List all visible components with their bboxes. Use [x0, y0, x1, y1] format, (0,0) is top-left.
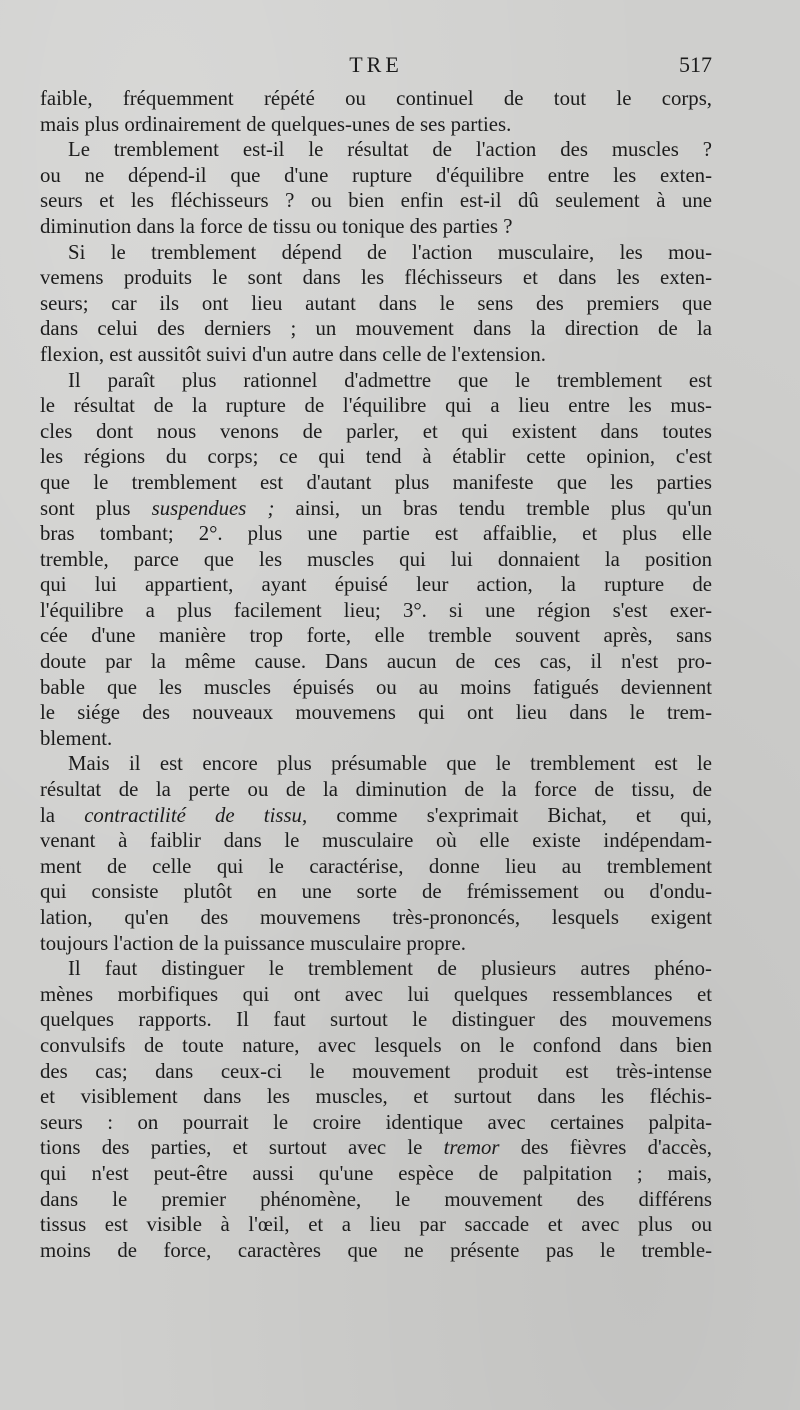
text-line: dans celui des derniers ; un mouvement dans la direction de la	[40, 317, 712, 341]
text-segment: la	[40, 803, 85, 827]
text-line: et visiblement dans les muscles, et surtout dans les fléchis-	[40, 1085, 712, 1109]
text-line: blement.	[40, 726, 113, 750]
paragraph	[40, 86, 712, 137]
text-line: des cas; dans ceux-ci le mouvement produit est très-intense	[40, 1059, 712, 1083]
text-line	[40, 1135, 712, 1161]
text-line: diminution dans la force de tissu ou tonique des parties ?	[40, 214, 513, 238]
text-segment: , comme s'exprimait Bichat, et qui,	[301, 803, 712, 827]
paragraph	[40, 751, 712, 956]
text-segment: sont plus	[40, 496, 152, 520]
text-line: tissus est visible à l'œil, et a lieu par saccade et avec plus ou	[40, 1213, 712, 1237]
text-line: mènes morbifiques qui ont avec lui quelques ressemblances et	[40, 982, 712, 1006]
text-line: les régions du corps; ce qui tend à établir cette opinion, c'est	[40, 445, 712, 469]
text-line: Il paraît plus rationnel d'admettre que le tremblement est	[68, 368, 712, 392]
text-line: ment de celle qui le caractérise, donne lieu au tremblement	[40, 854, 712, 878]
text-line: ou ne dépend-il que d'une rupture d'équilibre entre les exten-	[40, 163, 712, 187]
italic-term: suspendues ;	[151, 496, 275, 520]
text-line: tremble, parce que les muscles qui lui donnaient la position	[40, 547, 712, 571]
paragraph	[40, 137, 712, 239]
text-segment: des fièvres d'accès,	[499, 1136, 713, 1160]
text-line: le résultat de la rupture de l'équilibre qui a lieu entre les mus-	[40, 394, 712, 418]
text-line: qui consiste plutôt en une sorte de frémissement ou d'ondu-	[40, 880, 712, 904]
text-segment: tions des parties, et surtout avec le	[40, 1136, 444, 1160]
text-line: doute par la même cause. Dans aucun de ces cas, il n'est pro-	[40, 650, 712, 674]
text-line: dans le premier phénomène, le mouvement des différens	[40, 1187, 712, 1211]
text-line: cles dont nous venons de parler, et qui existent dans toutes	[40, 419, 712, 443]
text-line: venant à faiblir dans le musculaire où elle existe indépendam-	[40, 829, 712, 853]
text-line: Il faut distinguer le tremblement de plusieurs autres phéno-	[68, 957, 712, 981]
text-line: seurs : on pourrait le croire identique avec certaines palpita-	[40, 1110, 712, 1134]
text-line: faible, fréquemment répété ou continuel de tout le corps,	[40, 87, 712, 110]
italic-term: tremor	[443, 1136, 500, 1160]
text-segment: ainsi, un bras tendu tremble plus qu'un	[274, 496, 712, 520]
page-number: 517	[679, 52, 712, 77]
text-line: que le tremblement est d'autant plus manifeste que les parties	[40, 470, 712, 494]
text-line: seurs; car ils ont lieu autant dans le sens des premiers que	[40, 291, 712, 315]
text-line: résultat de la perte ou de la diminution de la force de tissu, de	[40, 778, 712, 802]
text-line: l'équilibre a plus facilement lieu; 3°. si une région s'est exer-	[40, 598, 712, 622]
text-line: seurs et les fléchisseurs ? ou bien enfin est-il dû seulement à une	[40, 189, 712, 213]
paragraph	[40, 956, 712, 1263]
text-line: Le tremblement est-il le résultat de l'action des muscles ?	[68, 138, 712, 162]
text-body	[40, 86, 712, 1263]
text-line: le siége des nouveaux mouvemens qui ont lieu dans le trem-	[40, 701, 712, 725]
text-line: bable que les muscles épuisés ou au moins fatigués deviennent	[40, 675, 712, 699]
text-line	[40, 496, 712, 522]
text-line: mais plus ordinairement de quelques-unes de ses parties.	[40, 112, 512, 136]
paragraph	[40, 368, 712, 752]
text-line: flexion, est aussitôt suivi d'un autre dans celle de l'extension.	[40, 342, 546, 366]
text-line: qui n'est peut-être aussi qu'une espèce de palpitation ; mais,	[40, 1161, 712, 1185]
italic-term: contractilité de tissu	[84, 803, 302, 827]
text-line	[40, 803, 712, 829]
text-line: moins de force, caractères que ne présente pas le tremble-	[40, 1238, 712, 1262]
running-title: TRE	[349, 52, 403, 77]
text-line: Mais il est encore plus présumable que le tremblement est le	[68, 752, 712, 776]
text-line: Si le tremblement dépend de l'action musculaire, les mou-	[68, 240, 712, 264]
text-line: lation, qu'en des mouvemens très-prononcés, lesquels exigent	[40, 906, 712, 929]
text-line: cée d'une manière trop forte, elle tremble souvent après, sans	[40, 624, 712, 648]
text-line: toujours l'action de la puissance musculaire propre.	[40, 931, 466, 955]
text-line: bras tombant; 2°. plus une partie est affaiblie, et plus elle	[40, 522, 712, 546]
text-line: convulsifs de toute nature, avec lesquels on le confond dans bien	[40, 1033, 712, 1057]
text-line: quelques rapports. Il faut surtout le distinguer des mouvemens	[40, 1008, 712, 1032]
paragraph	[40, 240, 712, 368]
text-line: qui lui appartient, ayant épuisé leur action, la rupture de	[40, 573, 712, 597]
running-head	[40, 52, 712, 84]
text-line: vemens produits le sont dans les fléchisseurs et dans les exten-	[40, 266, 712, 290]
